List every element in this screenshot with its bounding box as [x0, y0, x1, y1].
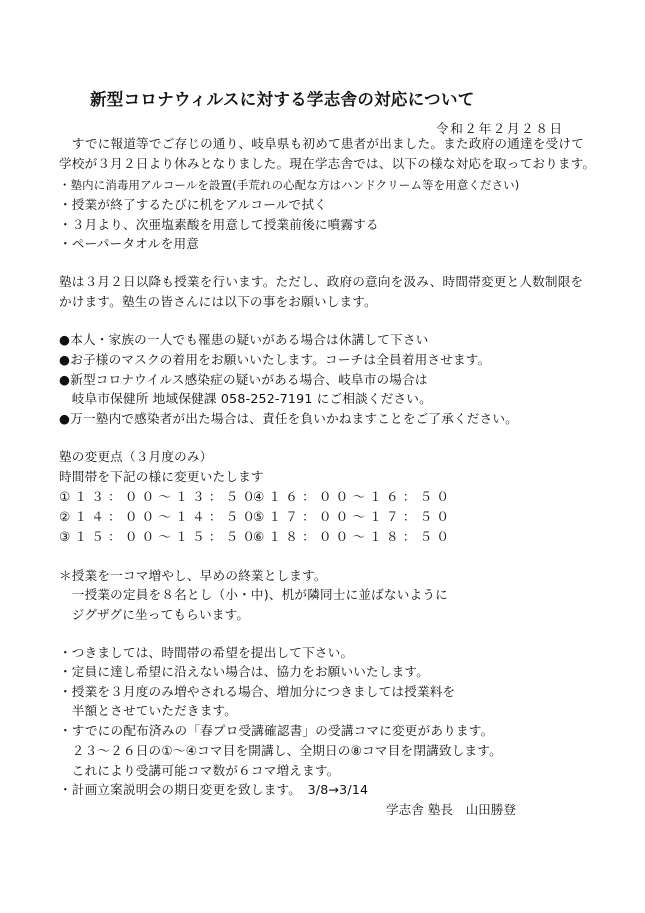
request-item: ●本人・家族の一人でも罹患の疑いがある場合は休講して下さい	[59, 332, 429, 347]
request-item: ●万一塾内で感染者が出た場合は、責任を負いかねますことをご了承ください。	[59, 411, 518, 426]
additional-note: ２３～２６日の①～④コマ目を開講し、全期日の⑧コマ目を閉講致します。	[59, 743, 502, 758]
class-note: ＊授業を一コマ増やし、早めの終業とします。	[59, 568, 327, 583]
time-slot: ①１３：００～１３：５０	[59, 489, 260, 504]
notice-paragraph-line: かけます。塾生の皆さんには以下の事をお願いします。	[59, 294, 377, 309]
time-slot: ③１５：００～１５：５０	[59, 529, 260, 544]
measure-item: ・３月より、次亜塩素酸を用意して授業前後に噴霧する	[59, 217, 379, 232]
request-item: ●新型コロナウイルス感染症の疑いがある場合、岐阜市の場合は	[59, 372, 428, 387]
additional-note: ・定員に達し希望に沿えない場合は、協力をお願いいたします。	[59, 664, 430, 679]
time-slot: ④１６：００～１６：５０	[253, 489, 454, 504]
document-title: 新型コロナウィルスに対する学志舎の対応について	[90, 90, 475, 109]
request-item-contact: 岐阜市保健所 地域保健課 058-252-7191 にご相談ください。	[59, 391, 432, 406]
signature: 学志舎 塾長 山田勝登	[386, 802, 516, 817]
measure-item: ・塾内に消毒用アルコールを設置(手荒れの心配な方はハンドクリーム等を用意ください)	[59, 178, 520, 192]
additional-note: ・授業を３月度のみ増やされる場合、増加分につきましては授業料を	[59, 684, 456, 699]
time-slot: ②１４：００～１４：５０	[59, 509, 260, 524]
class-note: ジグザグに坐ってもらいます。	[59, 607, 250, 622]
additional-note: ・つきましては、時間帯の希望を提出して下さい。	[59, 645, 354, 660]
additional-note: 半額とさせていただきます。	[59, 703, 238, 718]
measure-item: ・ペーパータオルを用意	[59, 236, 200, 251]
additional-note: ・すでにの配布済みの「春プロ受講確認書」の受講コマに変更があります。	[59, 723, 494, 738]
time-slot: ⑤１７：００～１７：５０	[253, 509, 454, 524]
measure-item: ・授業が終了するたびに机をアルコールで拭く	[59, 197, 327, 212]
intro-line: 学校が３月２日より休みとなりました。現在学志舎では、以下の様な対応を取っております。	[59, 156, 596, 171]
intro-line: すでに報道等でご存じの通り、岐阜県も初めて患者が出ました。また政府の通達を受けて	[59, 136, 584, 151]
document-date: 令和２年２月２８日	[436, 121, 564, 136]
additional-note: ・計画立案説明会の期日変更を致します。 3/8→3/14	[59, 782, 369, 797]
time-slot: ⑥１８：００～１８：５０	[253, 529, 454, 544]
notice-paragraph-line: 塾は３月２日以降も授業を行います。ただし、政府の意向を汲み、時間帯変更と人数制限を	[59, 274, 584, 289]
schedule-intro: 時間帯を下記の様に変更いたします	[59, 469, 264, 484]
class-note: 一授業の定員を８名とし（小・中)、机が隣同士に並ばないように	[59, 587, 448, 602]
changes-heading: 塾の変更点（３月度のみ）	[59, 449, 213, 464]
additional-note: これにより受講可能コマ数が６コマ増えます。	[59, 763, 340, 778]
request-item: ●お子様のマスクの着用をお願いいたします。コーチは全員着用させます。	[59, 352, 491, 367]
